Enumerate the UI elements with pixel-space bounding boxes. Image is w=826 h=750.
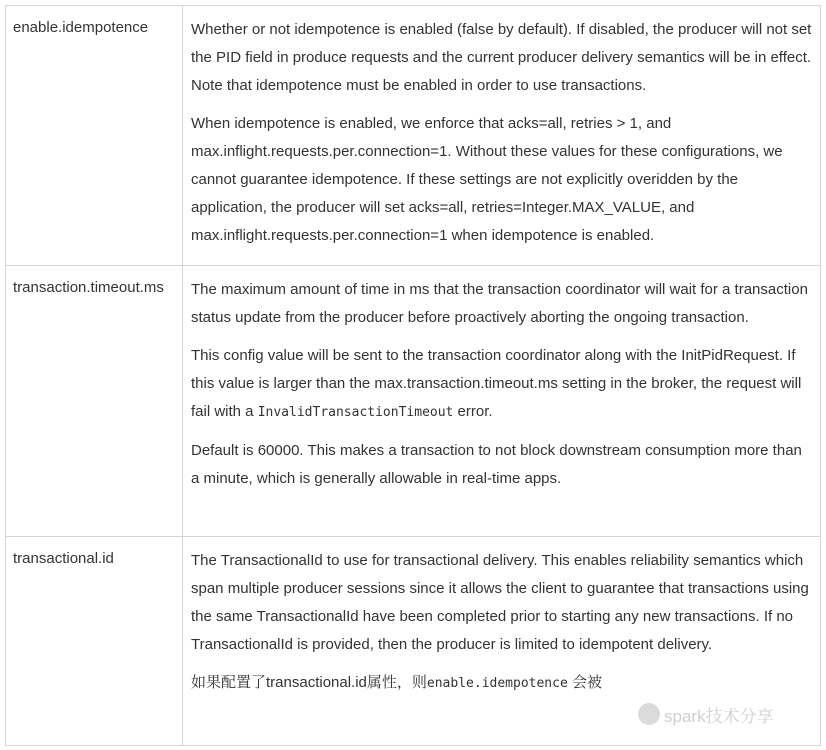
watermark-text: spark技术分享	[664, 706, 774, 726]
table-row	[6, 537, 821, 746]
table-row	[6, 6, 821, 266]
description-paragraph: Whether or not idempotence is enabled (false by default). If disabled, the producer will not set the PID field in produce requests and the current producer delivery semantics will be in effect. Note that idempotence must be enabled in order to use transactions.	[191, 21, 812, 94]
config-name: transaction.timeout.ms	[13, 279, 164, 296]
inline-code: InvalidTransactionTimeout	[257, 405, 454, 420]
config-table	[5, 5, 821, 746]
config-name-cell	[6, 6, 183, 266]
config-name-cell	[6, 266, 183, 537]
config-description-cell	[183, 266, 821, 537]
config-name-cell	[6, 537, 183, 746]
description-paragraph: When idempotence is enabled, we enforce that acks=all, retries > 1, and max.inflight.requests.per.connection=1. Without these values for these configurations, we cannot guarantee idempotence. If these settings are not explicitly overidden by the application, the producer will set acks=all, retries=Integer.MAX_VALUE, and max.inflight.requests.per.connection=1 when idempotence is enabled.	[191, 115, 783, 244]
config-description-cell	[183, 537, 821, 746]
paragraph-text: 会被	[567, 674, 602, 691]
description-paragraph: The TransactionalId to use for transactional delivery. This enables reliability semantics which span multiple producer sessions since it allows the client to guarantee that transactions using the same TransactionalId have been completed prior to starting any new transactions. If no TransactionalId is provided, then the producer is limited to idempotent delivery.	[191, 552, 809, 653]
table-row	[6, 266, 821, 537]
description-paragraph: The maximum amount of time in ms that the transaction coordinator will wait for a transaction status update from the producer before proactively aborting the ongoing transaction.	[191, 281, 808, 326]
inline-code: enable.idempotence	[426, 676, 568, 691]
paragraph-text: 如果配置了transactional.id属性，则	[191, 674, 427, 691]
description-paragraph	[191, 669, 812, 698]
paragraph-text: This config value will be sent to the transaction coordinator along with the InitPidRequest. If this value is larger than the max.transaction.timeout.ms setting in the broker, the request will fail with a	[191, 347, 802, 420]
paragraph-text: error.	[453, 403, 493, 420]
config-description-cell	[183, 6, 821, 266]
config-name: transactional.id	[13, 550, 114, 567]
description-paragraph: Default is 60000. This makes a transaction to not block downstream consumption more than a minute, which is generally allowable in real-time apps.	[191, 442, 802, 487]
description-paragraph	[191, 342, 812, 427]
config-name: enable.idempotence	[13, 19, 149, 36]
